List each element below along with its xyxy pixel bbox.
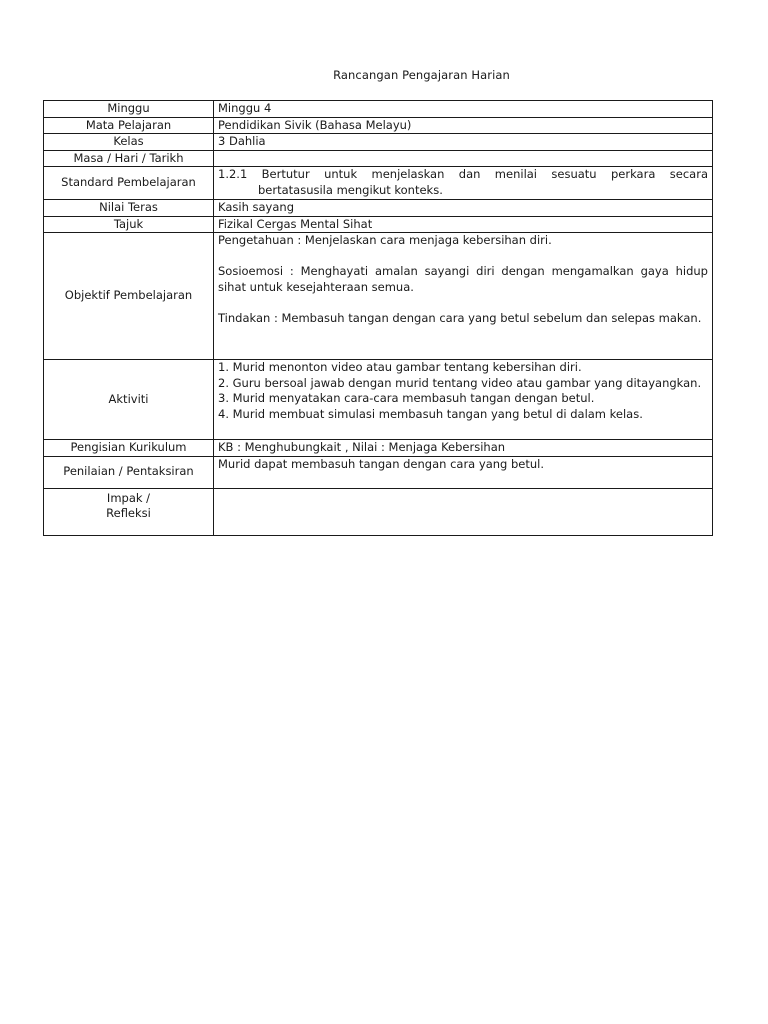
row-minggu xyxy=(44,101,713,118)
objektif-sosioemosi: Sosioemosi : Menghayati amalan sayangi diri dengan mengamalkan gaya hidup sihat untuk kesejahteraan semua. xyxy=(218,264,708,294)
label-kelas: Kelas xyxy=(44,134,214,151)
value-kelas: 3 Dahlia xyxy=(214,134,713,151)
row-mata-pelajaran xyxy=(44,117,713,134)
label-aktiviti: Aktiviti xyxy=(44,360,214,440)
label-impak xyxy=(44,488,214,535)
label-tajuk: Tajuk xyxy=(44,216,214,233)
row-impak xyxy=(44,488,713,535)
label-objektif: Objektif Pembelajaran xyxy=(44,233,214,360)
document-title: Rancangan Pengajaran Harian xyxy=(333,68,510,82)
aktiviti-item: 3. Murid menyatakan cara-cara membasuh tangan dengan betul. xyxy=(218,391,595,405)
row-kelas xyxy=(44,134,713,151)
value-mata-pelajaran: Pendidikan Sivik (Bahasa Melayu) xyxy=(214,117,713,134)
row-nilai-teras xyxy=(44,200,713,217)
impak-label-line-1: Impak / xyxy=(106,490,151,505)
label-penilaian: Penilaian / Pentaksiran xyxy=(44,456,214,488)
objektif-pengetahuan: Pengetahuan : Menjelaskan cara menjaga kebersihan diri. xyxy=(218,233,552,247)
label-pengisian: Pengisian Kurikulum xyxy=(44,440,214,457)
value-masa xyxy=(214,150,713,167)
row-tajuk xyxy=(44,216,713,233)
aktiviti-item: 4. Murid membuat simulasi membasuh tangan yang betul di dalam kelas. xyxy=(218,406,643,421)
row-penilaian xyxy=(44,456,713,488)
value-standard xyxy=(214,167,713,200)
row-masa xyxy=(44,150,713,167)
label-standard: Standard Pembelajaran xyxy=(44,167,214,200)
row-objektif xyxy=(44,233,713,360)
objektif-tindakan: Tindakan : Membasuh tangan dengan cara yang betul sebelum dan selepas makan. xyxy=(218,310,702,325)
value-pengisian: KB : Menghubungkait , Nilai : Menjaga Kebersihan xyxy=(214,440,713,457)
label-nilai-teras: Nilai Teras xyxy=(44,200,214,217)
lesson-plan-table xyxy=(43,100,713,536)
value-nilai-teras: Kasih sayang xyxy=(214,200,713,217)
row-aktiviti xyxy=(44,360,713,440)
standard-line-1: 1.2.1 Bertutur untuk menjelaskan dan menilai sesuatu perkara secara xyxy=(218,167,708,181)
label-masa: Masa / Hari / Tarikh xyxy=(44,150,214,167)
value-impak xyxy=(214,488,713,535)
objektif-spacer-2 xyxy=(218,295,708,311)
value-aktiviti xyxy=(214,360,713,440)
aktiviti-item: 2. Guru bersoal jawab dengan murid tentang video atau gambar yang ditayangkan. xyxy=(218,375,702,390)
value-minggu: Minggu 4 xyxy=(214,101,713,118)
value-tajuk: Fizikal Cergas Mental Sihat xyxy=(214,216,713,233)
value-penilaian: Murid dapat membasuh tangan dengan cara yang betul. xyxy=(214,456,713,488)
label-minggu: Minggu xyxy=(44,101,214,118)
value-objektif xyxy=(214,233,713,360)
label-mata-pelajaran: Mata Pelajaran xyxy=(44,117,214,134)
aktiviti-item: 1. Murid menonton video atau gambar tentang kebersihan diri. xyxy=(218,360,582,374)
row-pengisian xyxy=(44,440,713,457)
standard-line-2: bertatasusila mengikut konteks. xyxy=(258,182,443,197)
row-standard xyxy=(44,167,713,200)
impak-label-line-2: Refleksi xyxy=(106,506,151,520)
objektif-spacer-1 xyxy=(218,249,708,265)
